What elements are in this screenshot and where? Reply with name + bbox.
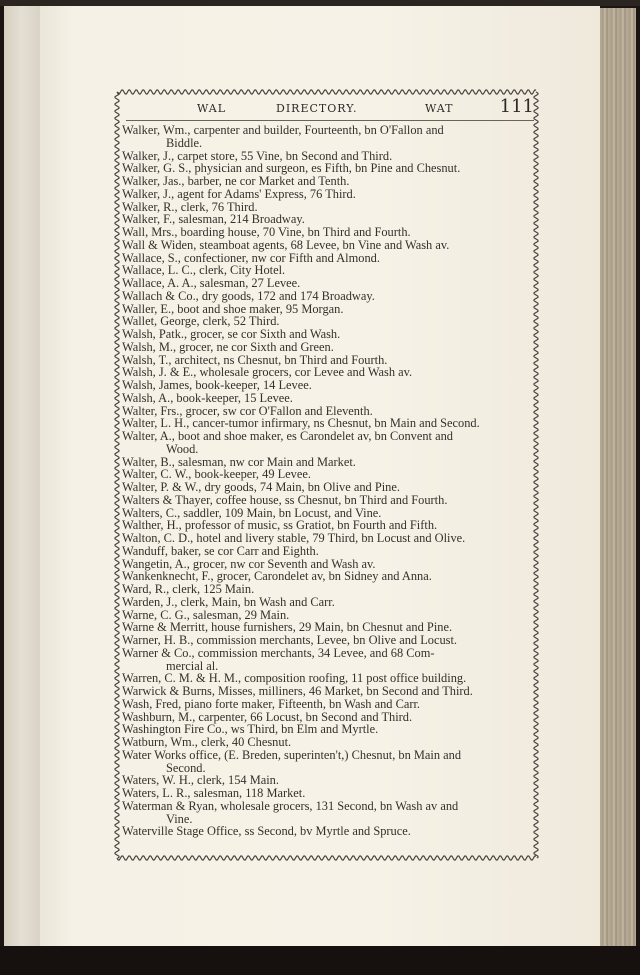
entry-text: Walter, L. H., cancer-tumor infirmary, ns Chesnut, bn Main and Second. bbox=[122, 416, 480, 431]
entry-text: Waller, E., boot and shoe maker, 95 Morgan. bbox=[122, 301, 344, 316]
entry-text: Walsh, A., book-keeper, 15 Levee. bbox=[122, 390, 293, 405]
directory-entry bbox=[122, 647, 534, 673]
border-right bbox=[534, 92, 538, 858]
entry-text: Walters, C., saddler, 109 Main, bn Locust, and Vine. bbox=[122, 505, 382, 520]
entry-text: Wallet, George, clerk, 52 Third. bbox=[122, 314, 280, 329]
entry-text: Walther, H., professor of music, ss Gratiot, bn Fourth and Fifth. bbox=[122, 518, 438, 533]
page-number: 111 bbox=[499, 96, 534, 117]
entry-text: Wankenknecht, F., grocer, Carondelet av, bn Sidney and Anna. bbox=[122, 569, 432, 584]
entry-text: Walker, J., carpet store, 55 Vine, bn Second and Third. bbox=[122, 148, 393, 163]
entry-text: Watburn, Wm., clerk, 40 Chesnut. bbox=[122, 735, 292, 749]
entry-text: Warren, C. M. & H. M., composition roofing, 11 post office building. bbox=[122, 671, 467, 686]
entry-text: Walsh, Patk., grocer, se cor Sixth and Wash. bbox=[122, 327, 341, 341]
guide-word-left: WAL bbox=[197, 102, 227, 115]
entry-text: Waterville Stage Office, ss Second, bv Myrtle and Spruce. bbox=[122, 824, 411, 839]
entry-text: Walker, Wm., carpenter and builder, Fourteenth, bn O'Fallon and bbox=[122, 123, 444, 137]
entry-text: Wallace, L. C., clerk, City Hotel. bbox=[122, 263, 286, 278]
entry-text: Wall, Mrs., boarding house, 70 Vine, bn Third and Fourth. bbox=[122, 225, 411, 239]
border-left bbox=[115, 92, 119, 858]
entry-text: Warden, J., clerk, Main, bn Wash and Carr. bbox=[122, 594, 335, 609]
entry-text: Wallace, A. A., salesman, 27 Levee. bbox=[122, 276, 301, 290]
entry-text: Washington Fire Co., ws Third, bn Elm and Myrtle. bbox=[122, 722, 379, 737]
entry-text: Warner & Co., commission merchants, 34 Levee, and 68 Com- bbox=[122, 645, 435, 660]
page-edges bbox=[600, 8, 636, 946]
entry-text: Walsh, T., architect, ns Chesnut, bn Third and Fourth. bbox=[122, 352, 388, 367]
entry-text: Walker, G. S., physician and surgeon, es Fifth, bn Pine and Chesnut. bbox=[122, 161, 461, 176]
header-rule bbox=[126, 120, 534, 121]
entry-text: Wallace, S., confectioner, nw cor Fifth and Almond. bbox=[122, 250, 380, 265]
entry-text: Walker, J., agent for Adams' Express, 76 Third. bbox=[122, 186, 356, 201]
entry-text: Waters, W. H., clerk, 154 Main. bbox=[122, 773, 279, 788]
entry-continuation: Second. bbox=[166, 760, 206, 775]
entry-text: Wash, Fred, piano forte maker, Fifteenth, bn Wash and Carr. bbox=[122, 696, 421, 711]
entry-text: Ward, R., clerk, 125 Main. bbox=[122, 582, 255, 596]
directory-entry bbox=[122, 825, 534, 838]
entry-text: Walter, P. & W., dry goods, 74 Main, bn Olive and Pine. bbox=[122, 480, 400, 494]
entry-text: Walsh, J. & E., wholesale grocers, cor Levee and Wash av. bbox=[122, 365, 413, 380]
directory-entry bbox=[122, 749, 534, 775]
scan-background-bottom bbox=[0, 946, 640, 975]
entry-text: Washburn, M., carpenter, 66 Locust, bn Second and Third. bbox=[122, 709, 413, 724]
directory-entry bbox=[122, 124, 534, 150]
entry-continuation: Wood. bbox=[166, 441, 199, 456]
entry-text: Warne, C. G., salesman, 29 Main. bbox=[122, 607, 290, 622]
entry-text: Wall & Widen, steamboat agents, 68 Levee, bn Vine and Wash av. bbox=[122, 237, 450, 252]
entry-text: Walter, A., boot and shoe maker, es Carondelet av, bn Convent and bbox=[122, 429, 453, 443]
entry-text: Walker, Jas., barber, ne cor Market and Tenth. bbox=[122, 174, 350, 188]
directory-entry bbox=[122, 800, 534, 826]
entry-text: Water Works office, (E. Breden, superinten't,) Chesnut, bn Main and bbox=[122, 747, 462, 762]
entry-text: Walsh, James, book-keeper, 14 Levee. bbox=[122, 378, 312, 392]
entry-text: Wanduff, baker, se cor Carr and Eighth. bbox=[122, 543, 319, 558]
entry-text: Walter, B., salesman, nw cor Main and Market. bbox=[122, 454, 356, 469]
left-page-gutter bbox=[4, 6, 40, 946]
entry-text: Warner, H. B., commission merchants, Levee, bn Olive and Locust. bbox=[122, 633, 458, 647]
running-header bbox=[120, 98, 536, 120]
entry-text: Waterman & Ryan, wholesale grocers, 131 Second, bn Wash av and bbox=[122, 798, 459, 813]
entry-continuation: Biddle. bbox=[166, 135, 203, 150]
directory-entry bbox=[122, 430, 534, 456]
entry-continuation: mercial al. bbox=[166, 658, 219, 673]
entry-text: Walsh, M., grocer, ne cor Sixth and Green. bbox=[122, 339, 334, 354]
entry-text: Walker, R., clerk, 76 Third. bbox=[122, 199, 258, 214]
entry-text: Walters & Thayer, coffee house, ss Chesnut, bn Third and Fourth. bbox=[122, 492, 448, 507]
entry-text: Warne & Merritt, house furnishers, 29 Main, bn Chesnut and Pine. bbox=[122, 620, 453, 635]
entry-continuation: Vine. bbox=[166, 811, 193, 826]
entry-text: Walton, C. D., hotel and livery stable, 79 Third, bn Locust and Olive. bbox=[122, 531, 466, 545]
entry-text: Walter, C. W., book-keeper, 49 Levee. bbox=[122, 467, 311, 482]
border-bottom bbox=[117, 856, 536, 860]
directory-entries bbox=[122, 124, 534, 838]
entry-text: Wangetin, A., grocer, nw cor Seventh and Wash av. bbox=[122, 556, 376, 571]
entry-text: Waters, L. R., salesman, 118 Market. bbox=[122, 786, 306, 800]
entry-text: Wallach & Co., dry goods, 172 and 174 Broadway. bbox=[122, 288, 375, 303]
entry-text: Walker, F., salesman, 214 Broadway. bbox=[122, 212, 305, 227]
entry-text: Walter, Frs., grocer, sw cor O'Fallon and Eleventh. bbox=[122, 403, 373, 418]
header-title: DIRECTORY. bbox=[276, 102, 358, 115]
border-top bbox=[117, 90, 536, 94]
guide-word-right: WAT bbox=[425, 102, 454, 115]
entry-text: Warwick & Burns, Misses, milliners, 46 Market, bn Second and Third. bbox=[122, 684, 473, 698]
